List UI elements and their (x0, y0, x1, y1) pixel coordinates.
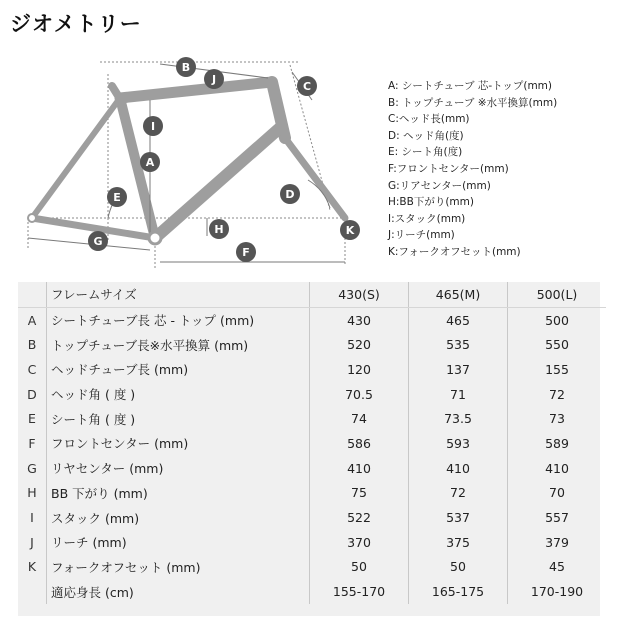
row-value: 410 (508, 456, 607, 481)
row-label: ヘッドチューブ長 (mm) (47, 357, 310, 382)
row-value: 535 (409, 332, 508, 357)
row-value: 593 (409, 431, 508, 456)
row-value: 72 (508, 382, 607, 407)
row-value: 50 (310, 555, 409, 580)
row-label: フロントセンター (mm) (47, 431, 310, 456)
page-title: ジオメトリー (10, 12, 142, 36)
badge-d-label: D (285, 188, 295, 201)
table-row (18, 307, 606, 332)
badge-g-label: G (93, 235, 103, 248)
badge-a-label: A (145, 156, 155, 169)
legend-item: E: シート角(度) (388, 146, 463, 159)
legend-item: D: ヘッド角(度) (388, 129, 464, 142)
row-value: 589 (508, 431, 607, 456)
row-key (18, 579, 47, 604)
size-large-header: 500(L) (508, 282, 607, 307)
table-key-cell (18, 282, 47, 307)
row-key: H (27, 485, 37, 501)
row-value: 430 (310, 307, 409, 332)
legend-item: C:ヘッド長(mm) (388, 113, 470, 126)
badge-j-label: J (211, 73, 217, 86)
legend-item: J:リーチ(mm) (388, 229, 455, 242)
row-value: 73 (508, 406, 607, 431)
row-value: 120 (310, 357, 409, 382)
badge-h-label: H (214, 223, 224, 236)
row-label: BB 下がり (mm) (47, 481, 310, 506)
badge-f-label: F (242, 246, 250, 259)
row-label: リヤセンター (mm) (47, 456, 310, 481)
legend-item: B: トップチューブ ※水平換算(mm) (388, 96, 558, 109)
row-value: 165-175 (409, 579, 508, 604)
table-row (18, 456, 606, 481)
row-key: B (27, 337, 37, 353)
row-value: 70 (508, 481, 607, 506)
badge-k-label: K (345, 224, 355, 237)
frame-size-label: フレームサイズ (47, 282, 310, 307)
table-row (18, 555, 606, 580)
frame-geometry-diagram (0, 40, 380, 280)
row-label: フォークオフセット (mm) (47, 555, 310, 580)
row-label: シートチューブ長 芯 - トップ (mm) (47, 307, 310, 332)
table-row (18, 530, 606, 555)
row-value: 73.5 (409, 406, 508, 431)
table-row (18, 406, 606, 431)
row-value: 586 (310, 431, 409, 456)
row-label: リーチ (mm) (47, 530, 310, 555)
row-key: E (28, 411, 36, 427)
row-value: 155 (508, 357, 607, 382)
row-value: 71 (409, 382, 508, 407)
table-header-row (18, 282, 606, 307)
row-value: 557 (508, 505, 607, 530)
row-key: A (27, 312, 37, 328)
badge-i-label: I (150, 120, 156, 133)
table-row (18, 332, 606, 357)
row-key: I (30, 510, 34, 526)
row-label: シート角 ( 度 ) (47, 406, 310, 431)
rear-hub (28, 214, 36, 222)
row-key: K (27, 559, 37, 575)
badge-b-label: B (181, 61, 191, 74)
row-value: 500 (508, 307, 607, 332)
row-label: 適応身長 (cm) (47, 579, 310, 604)
row-value: 370 (310, 530, 409, 555)
row-key: C (27, 361, 37, 377)
row-key: D (27, 386, 37, 402)
table-row (18, 505, 606, 530)
legend-item: G:リアセンター(mm) (388, 179, 491, 192)
legend-item: K:フォークオフセット(mm) (388, 245, 521, 258)
row-value: 465 (409, 307, 508, 332)
table-row (18, 481, 606, 506)
row-value: 379 (508, 530, 607, 555)
row-value: 170-190 (508, 579, 607, 604)
row-label: スタック (mm) (47, 505, 310, 530)
geometry-table (18, 282, 600, 616)
bottom-bracket (149, 232, 161, 244)
row-label: トップチューブ長※水平換算 (mm) (47, 332, 310, 357)
legend-item: H:BB下がり(mm) (388, 196, 474, 209)
legend-item: F:フロントセンター(mm) (388, 162, 509, 175)
row-value: 375 (409, 530, 508, 555)
table-row (18, 382, 606, 407)
row-key: J (30, 534, 34, 550)
row-key: F (28, 435, 36, 451)
size-medium-header: 465(M) (409, 282, 508, 307)
row-value: 70.5 (310, 382, 409, 407)
table-row (18, 357, 606, 382)
badge-c-label: C (302, 80, 312, 93)
row-value: 537 (409, 505, 508, 530)
row-value: 155-170 (310, 579, 409, 604)
row-value: 45 (508, 555, 607, 580)
row-value: 522 (310, 505, 409, 530)
geometry-legend (388, 78, 557, 261)
badge-e-label: E (113, 191, 121, 204)
row-value: 410 (310, 456, 409, 481)
row-value: 410 (409, 456, 508, 481)
row-value: 520 (310, 332, 409, 357)
row-value: 72 (409, 481, 508, 506)
legend-item: I:スタック(mm) (388, 212, 466, 225)
row-value: 75 (310, 481, 409, 506)
table-row (18, 579, 606, 604)
row-key: G (27, 460, 37, 476)
row-value: 550 (508, 332, 607, 357)
legend-item: A: シートチューブ 芯-トップ(mm) (388, 80, 552, 92)
table-row (18, 431, 606, 456)
row-label: ヘッド角 ( 度 ) (47, 382, 310, 407)
row-value: 50 (409, 555, 508, 580)
size-small-header: 430(S) (310, 282, 409, 307)
row-value: 137 (409, 357, 508, 382)
row-value: 74 (310, 406, 409, 431)
